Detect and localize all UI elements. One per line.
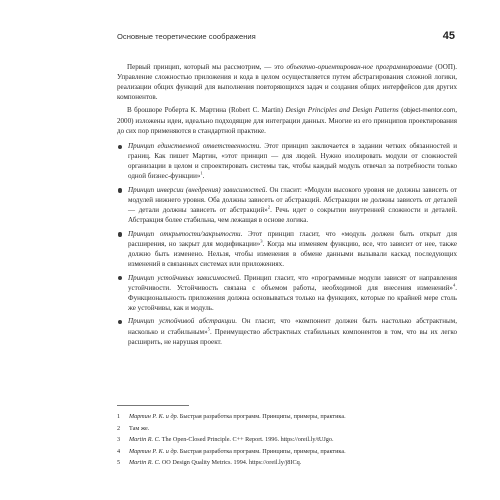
page-number: 45 bbox=[442, 30, 455, 42]
footnote-number: 1 bbox=[117, 413, 121, 420]
intro-paragraph-martin: В брошюре Роберта К. Мартина (Robert C. Martin) Design Principles and Design Patterns (object-mentor.com, 2000) изложены идеи, идеально подходящие для интеграции данных. Многие из его принципов проектирования до сих пор применяются в стандартной практике. bbox=[117, 106, 458, 136]
principle-name: Принцип устойчивой абстракции bbox=[128, 317, 236, 326]
footnote-text: OO Design Quality Metrics. 1994. https://oreil.ly/j8ICq. bbox=[160, 459, 302, 466]
oop-text-start: Первый принцип, который мы рассмотрим, — это bbox=[127, 63, 287, 71]
bullet-icon bbox=[118, 232, 122, 236]
principle-tail: . Преимущество абстрактных стабильных компонентов в том, что вы их легко расширить, не нарушая проект. bbox=[128, 327, 457, 346]
list-item bbox=[117, 316, 457, 346]
principle-tail: . Функциональность приложения должна основываться только на функциях, которые по крайней мере столь же устойчивы, как и модуль. bbox=[128, 283, 457, 312]
bullet-icon bbox=[118, 188, 122, 192]
principles-list bbox=[117, 141, 457, 346]
principle-name: Принцип единственной ответственности bbox=[128, 142, 260, 151]
martin-book-title: Design Principles and Design Patterns bbox=[285, 106, 399, 115]
footnote-ref: 3 bbox=[260, 238, 263, 244]
principle-name: Принцип открытости/закрытости bbox=[128, 229, 241, 238]
principle-text: . Этот принцип гласит, что «модуль должен быть открыт для расширения, но закрыт для модификации» bbox=[128, 229, 458, 248]
principle-name: Принцип устойчивых зависимостей bbox=[128, 273, 240, 282]
principle-text: . Он гласит: «Модули высокого уровня не должны зависеть от модулей нижнего уровня. Оба должны зависеть от абстракций. Абстракции не должны зависеть от деталей — детали должны зависеть от абстракций» bbox=[128, 186, 457, 215]
footnote-author: Martin R. C. bbox=[129, 459, 161, 466]
running-header-title: Основные теоретические соображения bbox=[117, 31, 256, 41]
footnote-ref: 4 bbox=[452, 282, 456, 288]
bullet-icon bbox=[118, 145, 122, 149]
footnote bbox=[117, 423, 457, 435]
footnote-ref: 5 bbox=[207, 326, 210, 332]
martin-site: object-mentor.com bbox=[403, 107, 456, 115]
main-text bbox=[117, 62, 457, 350]
footnote bbox=[117, 457, 457, 469]
footnote-text: Там же. bbox=[129, 424, 150, 432]
bullet-icon bbox=[118, 320, 122, 324]
principle-tail: . bbox=[202, 172, 205, 181]
principle-text: . Этот принцип заключается в задании четких обязанностей и границ. Как пишет Мартин, «этот принцип — для людей. Нужно изолировать модули от сложностей организации в целом и спроектировать системы так, чтобы каждый модуль отвечал за потребности только одной бизнес-функции» bbox=[128, 142, 457, 181]
principle-tail: . Речь идет о сокрытии внутренней сложности и деталей. Абстракция более стабильна, чем лежащая в основе логика. bbox=[128, 206, 458, 225]
list-item bbox=[117, 273, 457, 313]
oop-text-end: (ООП). Управление сложностью приложения и кода в целом осуществляется путем абстрагирования сложной логики, реализации общих функций для выполнения повторяющихся задач и создания общих интерфейсов для других компонентов. bbox=[117, 63, 458, 102]
footnote-ref: 1 bbox=[200, 171, 203, 177]
martin-text-start: В брошюре Роберта К. Мартина (Robert C. Martin) bbox=[127, 106, 286, 115]
principle-tail: . Когда мы изменяем функцию, все, что зависит от нее, также должно быть изменено. Нельзя, чтобы изменения в обмене данными вызывали каскад последующих изменений в связанных системах или приложениях. bbox=[128, 239, 457, 269]
principle-text: . Принцип гласит, что «программные модули зависят от направления устойчивости. Устойчивость связана с объемом работы, необходимой для внесения изменений» bbox=[128, 273, 457, 292]
footnote-text: Быстрая разработка программ. Принципы, примеры, практика. bbox=[178, 413, 346, 420]
bullet-icon bbox=[118, 276, 122, 280]
intro-paragraph-oop bbox=[117, 62, 457, 102]
footnote bbox=[117, 434, 457, 446]
footnote-ref: 2 bbox=[267, 204, 271, 210]
footnote bbox=[117, 411, 457, 423]
footnotes bbox=[117, 405, 457, 469]
footnote-number: 3 bbox=[117, 436, 121, 443]
footnote bbox=[117, 446, 457, 458]
footnote-text: The Open-Closed Principle. C++ Report. 1996. https://oreil.ly/tUJgo. bbox=[160, 436, 334, 443]
principle-text: . Он гласит, что «компонент должен быть настолько абстрактным, насколько и стабильным» bbox=[128, 317, 457, 336]
footnote-author: Мартин Р. К. и др. bbox=[129, 447, 179, 455]
footnote-divider bbox=[117, 405, 189, 406]
footnote-number: 5 bbox=[117, 459, 121, 466]
footnote-number: 2 bbox=[117, 424, 121, 432]
footnote-number: 4 bbox=[117, 447, 121, 455]
running-header bbox=[117, 28, 455, 44]
footnote-text: Быстрая разработка программ. Принципы, примеры, практика. bbox=[178, 447, 346, 455]
footnote-author: Мартин Р. К. и др. bbox=[129, 413, 179, 420]
principle-name: Принцип инверсии (внедрения) зависимостей bbox=[128, 186, 266, 195]
martin-text-end: , 2000) изложены идеи, идеально подходящие для интеграции данных. Многие из его принципов проектирования до сих пор применяются в стандартной практике. bbox=[117, 106, 458, 136]
oop-term: объектно-ориентирован-ное программирование bbox=[286, 63, 433, 71]
footnote-author: Martin R. C. bbox=[129, 436, 161, 443]
list-item bbox=[117, 141, 457, 181]
list-item bbox=[117, 185, 457, 225]
list-item bbox=[117, 229, 457, 269]
